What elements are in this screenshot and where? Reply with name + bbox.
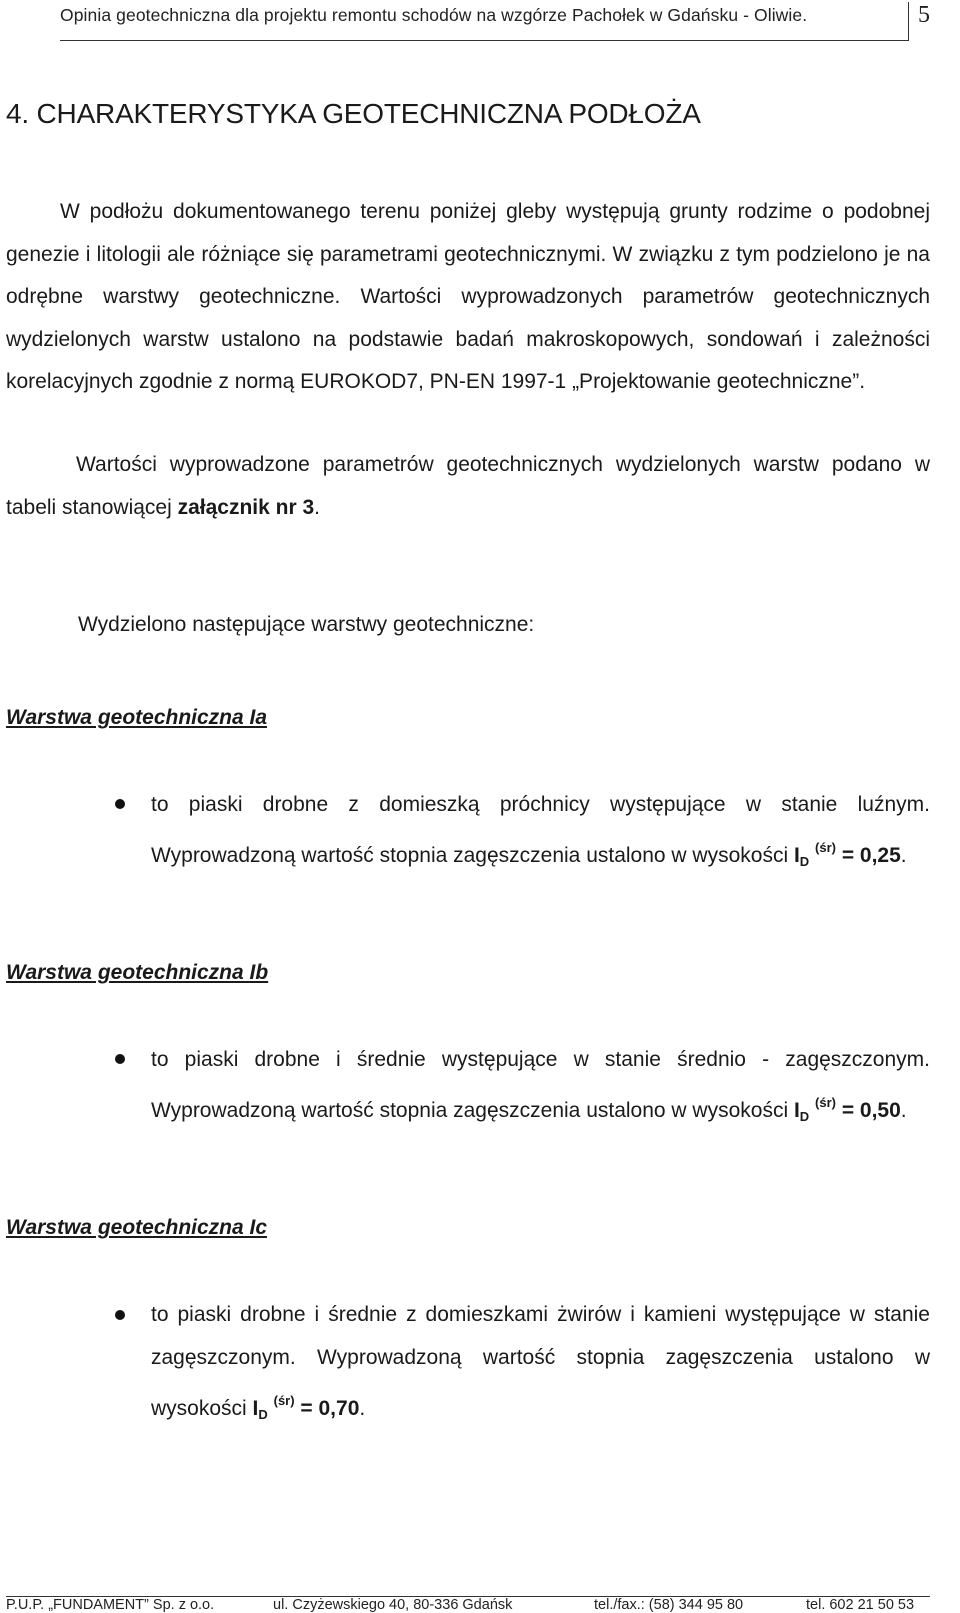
- reference-paragraph-text: Wartości wyprowadzone parametrów geotechnicznych wydzielonych warstw podano w tabeli stanowiącej: [6, 453, 930, 519]
- header-vertical-divider: [908, 2, 909, 41]
- section-heading: 4. CHARAKTERYSTYKA GEOTECHNICZNA PODŁOŻA: [6, 98, 701, 129]
- document-title: Opinia geotechniczna dla projektu remontu schodów na wzgórze Pachołek w Gdańsku - Oliwie.: [60, 5, 808, 25]
- bullet-icon: [115, 1054, 125, 1064]
- page-header: [0, 0, 960, 50]
- footer-company: P.U.P. „FUNDAMENT” Sp. z o.o.: [6, 1597, 215, 1613]
- density-index-symbol: $I_D$ $^{(śr)}$ = 0,25: [793, 840, 901, 869]
- layer-description-ic: to piaski drobne i średnie z domieszkami żwirów i kamieni występujące w stanie zagęszczonym. Wyprowadzoną wartość stopnia zagęszczenia ustalono w wysokości $I_D$ $^{(śr)}$ = 0,70.: [151, 1303, 930, 1422]
- layer-description-ib: to piaski drobne i średnie występujące w stanie średnio - zagęszczonym. Wyprowadzoną wartość stopnia zagęszczenia ustalono w wysokości $I_D$ $^{(śr)}$ = 0,50.: [151, 1048, 930, 1124]
- layer-heading-ia: Warstwa geotechniczna Ia: [6, 706, 268, 729]
- layers-lead: Wydzielono następujące warstwy geotechniczne:: [78, 613, 535, 636]
- layer-description-ia: to piaski drobne z domieszką próchnicy występujące w stanie luźnym. Wyprowadzoną wartość stopnia zagęszczenia ustalono w wysokości $I_D$ $^{(śr)}$ = 0,25.: [151, 793, 930, 869]
- header-divider: [60, 40, 908, 41]
- layer-text: to piaski drobne z domieszką próchnicy występujące w stanie luźnym. Wyprowadzoną wartość stopnia zagęszczenia ustalono w wysokości: [151, 793, 930, 867]
- reference-paragraph-end: .: [314, 495, 321, 519]
- intro-paragraph: [6, 191, 930, 404]
- page-number: 5: [918, 2, 930, 28]
- footer-address: ul. Czyżewskiego 40, 80-336 Gdańsk: [273, 1597, 513, 1613]
- density-index-symbol: $I_D$ $^{(śr)}$ = 0,70: [252, 1393, 360, 1422]
- attachment-reference: załącznik nr 3: [177, 495, 315, 519]
- layer-heading-ib: Warstwa geotechniczna Ib: [6, 961, 269, 984]
- footer-fax: tel./fax.: (58) 344 95 80: [594, 1597, 744, 1613]
- bullet-icon: [115, 1310, 125, 1320]
- footer-phone: tel. 602 21 50 53: [806, 1597, 915, 1613]
- density-index-symbol: $I_D$ $^{(śr)}$ = 0,50: [793, 1095, 901, 1124]
- intro-paragraph-text: W podłożu dokumentowanego terenu poniżej gleby występują grunty rodzime o podobnej genezie i litologii ale różniące się parametrami geotechnicznymi. W związku z tym podzielono je na odrębne warstwy geotechniczne. Wartości wyprowadzonych parametrów geotechnicznych wydzielonych warstw ustalono na podstawie badań makroskopowych, sondowań i zależności korelacyjnych zgodnie z normą EUROKOD7, PN-EN 1997-1 „Projektowanie geotechniczne”.: [6, 200, 930, 393]
- layer-text: to piaski drobne i średnie występujące w stanie średnio - zagęszczonym. Wyprowadzoną wartość stopnia zagęszczenia ustalono w wysokości: [151, 1048, 930, 1122]
- bullet-icon: [115, 799, 125, 809]
- layer-heading-ic: Warstwa geotechniczna Ic: [6, 1216, 268, 1239]
- reference-paragraph: [6, 444, 930, 529]
- page-footer: [6, 1594, 930, 1613]
- layer-text: to piaski drobne i średnie z domieszkami żwirów i kamieni występujące w stanie zagęszczonym. Wyprowadzoną wartość stopnia zagęszczenia ustalono w wysokości: [151, 1303, 930, 1420]
